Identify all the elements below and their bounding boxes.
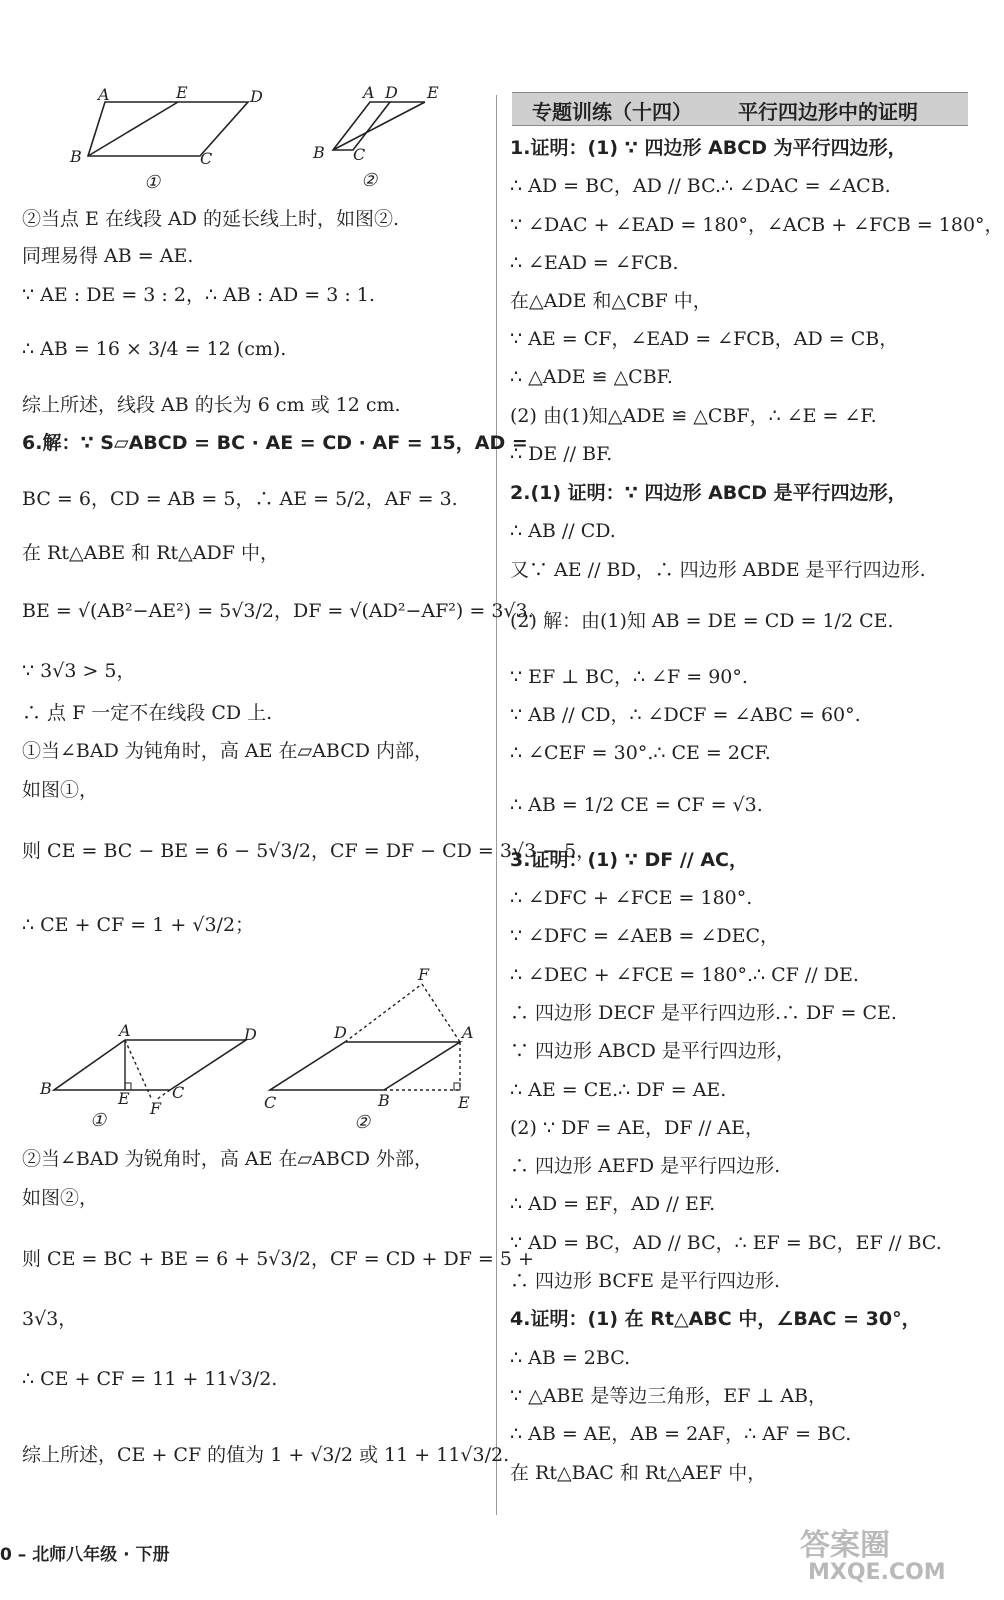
svg-text:D: D (385, 83, 398, 102)
section-title-left: 专题训练（十四） (532, 100, 692, 124)
text-line: ∴ DE // BF. (510, 443, 613, 465)
text-line: ∴ AE = CE.∴ DF = AE. (510, 1079, 727, 1101)
text-line: 2.(1) 证明：∵ 四边形 ABCD 是平行四边形， (510, 482, 907, 504)
figure-top-1 (60, 83, 263, 193)
text-line: ∴ △ADE ≌ △CBF. (510, 366, 673, 388)
svg-text:B: B (40, 1079, 52, 1098)
text-line: 3.证明：(1) ∵ DF // AC， (510, 849, 748, 871)
svg-text:C: C (200, 149, 213, 168)
text-line: BE = √(AB²−AE²) = 5√3/2，DF = √(AD²−AF²) = 3√3. (22, 600, 534, 622)
svg-text:E: E (118, 1089, 130, 1108)
text-line: ∴ CE + CF = 1 + √3/2； (22, 914, 255, 936)
watermark-url: MXQE.COM (808, 1560, 946, 1585)
text-line: (2) 解：由(1)知 AB = DE = CD = 1/2 CE. (510, 610, 894, 632)
text-line: 同理易得 AB = AE. (22, 245, 194, 267)
figure-mid-2 (260, 962, 485, 1142)
text-line: ∵ ∠DFC = ∠AEB = ∠DEC， (510, 925, 780, 947)
text-line: 在△ADE 和△CBF 中， (510, 290, 712, 312)
text-line: (2) ∵ DF = AE，DF // AE， (510, 1117, 764, 1139)
text-line: ∵ AD = BC，AD // BC，∴ EF = BC，EF // BC. (510, 1232, 942, 1254)
text-line: ∴ AD = EF，AD // EF. (510, 1193, 716, 1215)
svg-text:D: D (244, 1025, 257, 1044)
text-line: 4.证明：(1) 在 Rt△ABC 中，∠BAC = 30°， (510, 1308, 921, 1330)
text-line: 3√3， (22, 1308, 78, 1330)
text-line: ∵ AE : DE = 3 : 2，∴ AB : AD = 3 : 1. (22, 284, 375, 306)
svg-text:A: A (119, 1021, 131, 1040)
svg-text:A: A (363, 83, 375, 102)
page-footer: 0 – 北师八年级 · 下册 (0, 1545, 170, 1565)
text-line: ∴ AB = 2BC. (510, 1347, 631, 1369)
svg-text:C: C (172, 1083, 185, 1102)
text-line: ∵ AE = CF，∠EAD = ∠FCB，AD = CB， (510, 328, 899, 350)
svg-text:B: B (70, 147, 82, 166)
svg-text:E: E (176, 83, 188, 102)
text-line: 1.证明：(1) ∵ 四边形 ABCD 为平行四边形， (510, 137, 907, 159)
figure-top-2 (305, 82, 465, 192)
figure-mid-1 (30, 1020, 270, 1140)
section-title-right: 平行四边形中的证明 (738, 100, 918, 124)
text-line: ∴ 四边形 DECF 是平行四边形.∴ DF = CE. (510, 1002, 897, 1024)
text-line: ∴ ∠EAD = ∠FCB. (510, 252, 679, 274)
svg-text:C: C (264, 1093, 277, 1112)
text-line: 6.解：∵ S▱ABCD = BC · AE = CD · AF = 15，AD = (22, 432, 528, 454)
svg-text:B: B (313, 143, 325, 162)
text-line: 如图①， (22, 779, 99, 801)
text-line: 又∵ AE // BD，∴ 四边形 ABDE 是平行四边形. (510, 559, 926, 581)
column-divider (496, 95, 497, 1515)
text-line: 综上所述，CE + CF 的值为 1 + √3/2 或 11 + 11√3/2. (22, 1444, 510, 1466)
text-line: ②当∠BAD 为锐角时，高 AE 在▱ABCD 外部， (22, 1148, 434, 1170)
svg-text:①: ① (90, 1110, 107, 1131)
text-line: ∴ AD = BC，AD // BC.∴ ∠DAC = ∠ACB. (510, 175, 891, 197)
text-line: ∴ 点 F 一定不在线段 CD 上. (22, 702, 273, 724)
text-line: ∴ ∠DFC + ∠FCE = 180°. (510, 887, 753, 909)
svg-text:E: E (458, 1093, 470, 1112)
text-line: ∵ 四边形 ABCD 是平行四边形， (510, 1040, 795, 1062)
text-line: ∴ 四边形 BCFE 是平行四边形. (510, 1270, 781, 1292)
svg-text:B: B (378, 1091, 390, 1110)
svg-text:①: ① (144, 172, 161, 193)
text-line: 则 CE = BC − BE = 6 − 5√3/2，CF = DF − CD = 3√3 − 5， (22, 840, 596, 862)
svg-text:C: C (353, 145, 366, 164)
svg-text:E: E (427, 83, 439, 102)
text-line: ∵ ∠DAC + ∠EAD = 180°，∠ACB + ∠FCB = 180°， (510, 214, 1004, 236)
svg-text:A: A (98, 85, 110, 104)
text-line: ∵ AB // CD，∴ ∠DCF = ∠ABC = 60°. (510, 704, 861, 726)
text-line: ∴ ∠CEF = 30°.∴ CE = 2CF. (510, 742, 771, 764)
text-line: 如图②， (22, 1187, 99, 1209)
text-line: ∴ AB = 1/2 CE = CF = √3. (510, 794, 763, 816)
text-line: ①当∠BAD 为钝角时，高 AE 在▱ABCD 内部， (22, 740, 434, 762)
watermark-logo: 答案圈 (800, 1528, 890, 1563)
section-header (512, 92, 968, 126)
text-line: 则 CE = BC + BE = 6 + 5√3/2，CF = CD + DF = 5 + (22, 1248, 534, 1270)
text-line: ∴ AB = AE，AB = 2AF，∴ AF = BC. (510, 1423, 852, 1445)
svg-text:②: ② (354, 1112, 371, 1133)
text-line: BC = 6，CD = AB = 5，∴ AE = 5/2，AF = 3. (22, 488, 458, 510)
text-line: ∴ 四边形 AEFD 是平行四边形. (510, 1155, 781, 1177)
text-line: ∴ AB // CD. (510, 520, 616, 542)
text-line: 在 Rt△ABE 和 Rt△ADF 中， (22, 542, 279, 564)
svg-text:D: D (334, 1023, 347, 1042)
svg-text:②: ② (361, 170, 378, 191)
text-line: (2) 由(1)知△ADE ≌ △CBF，∴ ∠E = ∠F. (510, 405, 877, 427)
text-line: 在 Rt△BAC 和 Rt△AEF 中， (510, 1462, 767, 1484)
svg-text:D: D (250, 87, 263, 106)
text-line: ∵ 3√3 > 5， (22, 660, 136, 682)
text-line: ②当点 E 在线段 AD 的延长线上时，如图②. (22, 208, 400, 230)
svg-text:F: F (150, 1099, 162, 1118)
text-line: ∵ △ABE 是等边三角形，EF ⊥ AB， (510, 1385, 828, 1407)
svg-text:A: A (462, 1023, 474, 1042)
text-line: 综上所述，线段 AB 的长为 6 cm 或 12 cm. (22, 394, 401, 416)
text-line: ∴ ∠DEC + ∠FCE = 180°.∴ CF // DE. (510, 964, 859, 986)
text-line: ∴ AB = 16 × 3/4 = 12 (cm). (22, 338, 287, 360)
svg-text:F: F (418, 965, 430, 984)
text-line: ∴ CE + CF = 11 + 11√3/2. (22, 1368, 278, 1390)
text-line: ∵ EF ⊥ BC，∴ ∠F = 90°. (510, 666, 748, 688)
